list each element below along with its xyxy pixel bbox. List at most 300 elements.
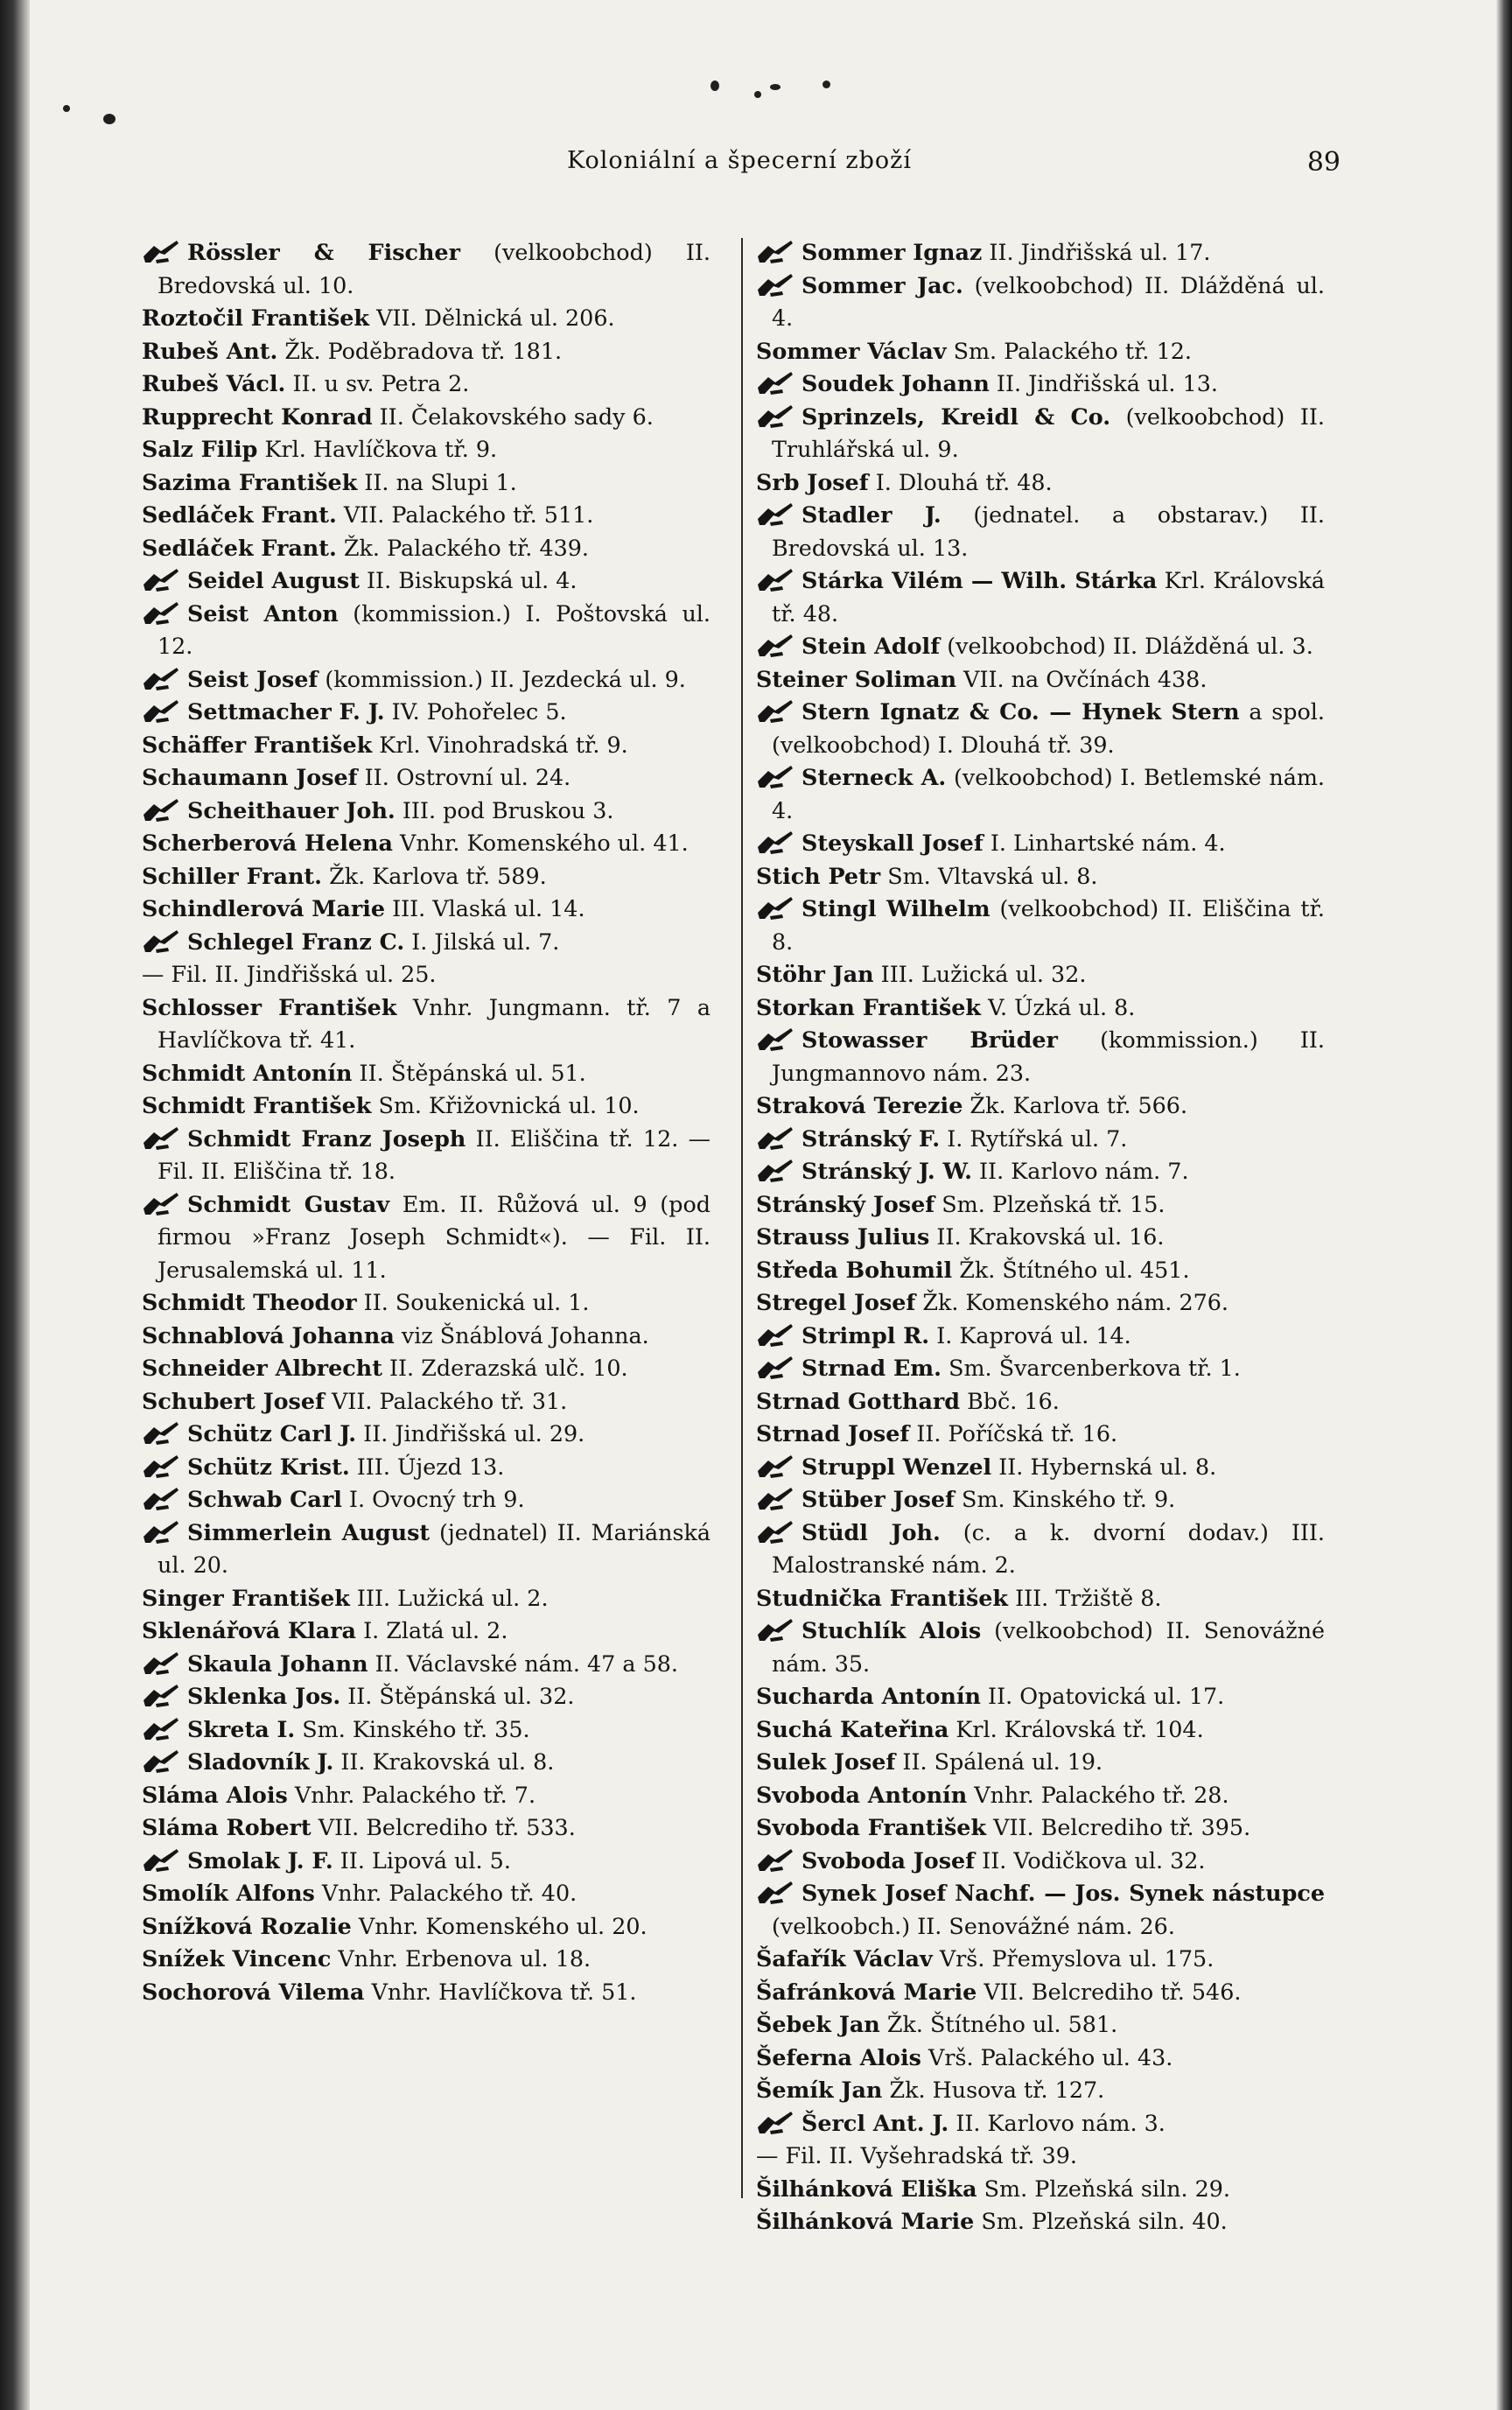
entry-name: Soudek Johann [802, 370, 990, 396]
directory-entry [142, 499, 710, 532]
entry-name: Sterneck A. [802, 764, 947, 790]
entry-name: Středa Bohumil [756, 1256, 953, 1283]
entry-address: Sm. Palackého tř. 12. [946, 337, 1192, 364]
entry-address: IV. Pohořelec 5. [384, 698, 567, 725]
directory-entry [142, 1188, 710, 1287]
entry-name: Šebek Jan [756, 2011, 880, 2037]
directory-entry [756, 2107, 1325, 2140]
entry-name: Schmidt Franz Joseph [187, 1124, 466, 1152]
directory-entry [756, 1582, 1325, 1615]
entry-name: Šilhánková Eliška [756, 2175, 977, 2202]
entry-name: Schäffer František [142, 731, 373, 758]
entry-address: Sm. Plzeňská tř. 15. [934, 1190, 1166, 1217]
entry-name: Schütz Krist. [187, 1453, 350, 1480]
entry-name: Strimpl R. [802, 1321, 930, 1349]
directory-entry [756, 761, 1325, 827]
page-title: Koloniální a špecerní zboží [567, 147, 912, 174]
pointing-hand-icon [756, 1519, 794, 1545]
pointing-hand-icon [756, 633, 794, 659]
entry-name: Sommer Jac. [802, 271, 963, 298]
entry-address: Vrš. Palackého ul. 43. [920, 2043, 1173, 2070]
entry-address: Vnhr. Palackého tř. 7. [287, 1781, 536, 1808]
entry-name: Sladovník J. [187, 1748, 334, 1775]
pointing-hand-icon [756, 2110, 794, 2136]
directory-entry [756, 2008, 1325, 2042]
entry-name: Schiller Frant. [142, 862, 323, 889]
entry-address: Vnhr. Palackého tř. 28. [967, 1781, 1229, 1808]
directory-entry [142, 368, 710, 401]
entry-name: Snížková Rozalie [142, 1912, 352, 1939]
entry-address: Žk. Palackého tř. 439. [336, 534, 589, 561]
pointing-hand-icon [142, 797, 180, 823]
pointing-hand-icon [756, 370, 794, 396]
entry-address: I. Jilská ul. 7. [404, 928, 560, 955]
entry-name: Stowasser Brüder [802, 1026, 1058, 1053]
entry-address: (velkoobchod) II. Eliščina tř. 8. [772, 895, 1325, 955]
entry-name: Sochorová Vilema [142, 1978, 365, 2005]
entry-address: II. Jindřišská ul. 29. [356, 1420, 585, 1447]
directory-entry [756, 401, 1325, 466]
entry-name: Rubeš Václ. [142, 370, 286, 396]
pointing-hand-icon [142, 1683, 180, 1709]
pointing-hand-icon [756, 830, 794, 856]
pointing-hand-icon [142, 666, 180, 692]
pointing-hand-icon [142, 1191, 180, 1217]
entry-address: II. Čelakovského sady 6. [372, 403, 654, 430]
entry-address: VII. Belcrediho tř. 533. [311, 1814, 576, 1840]
entry-name: Suchá Kateřina [756, 1715, 949, 1742]
pointing-hand-icon [142, 600, 180, 627]
directory-entry [756, 1254, 1325, 1287]
directory-entry [756, 1123, 1325, 1156]
directory-entry [756, 860, 1325, 893]
entry-address: II. Karlovo nám. 3. [948, 2109, 1166, 2136]
pointing-hand-icon [142, 1486, 180, 1512]
entry-address: Vnhr. Erbenova ul. 18. [331, 1945, 592, 1972]
entry-address: II. Biskupská ul. 4. [359, 567, 578, 593]
directory-entry [756, 564, 1325, 630]
entry-name: Stüber Josef [802, 1486, 955, 1512]
entry-address: Sm. Plzeňská siln. 40. [974, 2208, 1228, 2234]
directory-entry [756, 236, 1325, 270]
directory-entry [756, 499, 1325, 564]
entry-name: Scherberová Helena [142, 830, 393, 856]
entry-name: Storkan František [756, 993, 982, 1020]
entry-name: Schneider Albrecht [142, 1355, 382, 1381]
entry-address: III. pod Bruskou 3. [395, 796, 614, 823]
entry-address: II. Ostrovní ul. 24. [357, 764, 571, 790]
directory-entry [756, 1451, 1325, 1484]
directory-entry [756, 1680, 1325, 1713]
entry-name: Stuchlík Alois [802, 1617, 982, 1643]
entry-name: Schindlerová Marie [142, 895, 386, 921]
entry-address: Žk. Štítného ul. 581. [879, 2011, 1118, 2037]
entry-name: Šilhánková Marie [756, 2208, 975, 2234]
directory-entry [142, 1517, 710, 1582]
directory-entry [142, 1877, 710, 1910]
directory-entry [756, 1517, 1325, 1582]
entry-address: V. Úzká ul. 8. [981, 993, 1136, 1020]
entry-name: Stern Ignatz & Co. — Hynek Stern [802, 698, 1240, 725]
entry-name: Srb Josef [756, 468, 869, 495]
entry-address: II. Krakovská ul. 16. [929, 1223, 1165, 1250]
pointing-hand-icon [756, 501, 794, 528]
entry-address: Sm. Kinského tř. 9. [954, 1486, 1176, 1512]
column-divider [741, 238, 743, 2198]
entry-address: Sm. Křižovnická ul. 10. [371, 1092, 640, 1118]
entry-name: Schmidt Theodor [142, 1289, 357, 1315]
pointing-hand-icon [756, 1847, 794, 1874]
directory-entry [142, 696, 710, 729]
entry-name: Steiner Soliman [756, 665, 957, 692]
directory-entry [756, 1418, 1325, 1451]
pointing-hand-icon [756, 1454, 794, 1480]
entry-name: Šafránková Marie [756, 1978, 977, 2005]
ink-speck [754, 91, 761, 98]
entry-address: Krl. Havlíčkova tř. 9. [257, 436, 498, 462]
directory-entry [756, 2173, 1325, 2206]
entry-address: Sm. Plzeňská siln. 29. [976, 2175, 1230, 2202]
scan-right-edge [1496, 0, 1512, 2410]
ink-speck [710, 81, 719, 91]
entry-address: Bbč. 16. [960, 1387, 1060, 1414]
entry-address: Žk. Poděbradova tř. 181. [277, 337, 563, 364]
page-number: 89 [1306, 147, 1340, 178]
entry-name: Salz Filip [142, 436, 258, 462]
directory-entry [142, 598, 710, 663]
entry-address: — Fil. II. Vyšehradská tř. 39. [756, 2142, 1077, 2168]
entry-address: II. Štěpánská ul. 32. [340, 1683, 575, 1709]
pointing-hand-icon [142, 1650, 180, 1677]
entry-address: (jednatel. a obstarav.) II. Bredovská ul. 13. [772, 501, 1325, 561]
directory-entry [142, 1057, 710, 1090]
entry-address: VII. Belcrediho tř. 546. [976, 1978, 1242, 2005]
entry-name: Sommer Václav [756, 337, 947, 364]
entry-address: II. Opatovická ul. 17. [980, 1683, 1225, 1709]
right-column [756, 236, 1325, 2238]
entry-name: Stich Petr [756, 862, 881, 889]
scan-left-edge [0, 0, 30, 2410]
directory-entry [756, 1811, 1325, 1845]
entry-address: Sm. Kinského tř. 35. [295, 1715, 530, 1742]
directory-entry [142, 1779, 710, 1812]
directory-entry [756, 1943, 1325, 1976]
entry-name: Schlosser František [142, 993, 397, 1020]
directory-entry [756, 335, 1325, 368]
ink-speck [822, 81, 830, 88]
entry-address: II. Vodičkova ul. 32. [975, 1846, 1206, 1874]
directory-entry [756, 1188, 1325, 1222]
entry-address: (velkoobchod) II. Truhlářská ul. 9. [772, 403, 1325, 462]
directory-entry [756, 958, 1325, 991]
entry-address: III. Újezd 13. [349, 1453, 505, 1480]
directory-entry [142, 795, 710, 828]
entry-address: Žk. Karlova tř. 589. [322, 862, 547, 889]
entry-address: III. Lužická ul. 2. [349, 1584, 549, 1611]
directory-entry [756, 1713, 1325, 1747]
entry-name: Svoboda František [756, 1814, 987, 1840]
entry-address: II. Jindřišská ul. 13. [989, 370, 1218, 396]
entry-address: I. Dlouhá tř. 48. [868, 468, 1053, 495]
entry-name: Stregel Josef [756, 1289, 916, 1315]
directory-entry [142, 1811, 710, 1845]
directory-entry [142, 466, 710, 500]
directory-entry [756, 2074, 1325, 2107]
entry-address: II. Jindřišská ul. 17. [982, 239, 1211, 265]
entry-name: Schmidt František [142, 1092, 372, 1118]
entry-address: Žk. Husova tř. 127. [882, 2077, 1105, 2103]
directory-entry [142, 926, 710, 959]
entry-name: Sulek Josef [756, 1748, 896, 1775]
pointing-hand-icon [142, 1748, 180, 1775]
directory-entry [142, 1123, 710, 1188]
pointing-hand-icon [756, 895, 794, 921]
entry-name: Steyskall Josef [802, 830, 984, 856]
directory-entry [142, 1089, 710, 1123]
entry-address: (kommission.) I. Poštovská ul. 12. [158, 599, 710, 659]
entry-name: Stadler J. [802, 501, 942, 528]
entry-address: II. Václavské nám. 47 a 58. [368, 1650, 678, 1677]
entry-name: Sláma Robert [142, 1814, 312, 1840]
directory-entry [142, 1845, 710, 1878]
pointing-hand-icon [142, 1420, 180, 1447]
entry-name: Strnad Josef [756, 1420, 910, 1447]
directory-entry [142, 564, 710, 598]
entry-address: III. Vlaská ul. 14. [385, 895, 585, 921]
entry-name: Strnad Em. [802, 1355, 942, 1381]
pointing-hand-icon [756, 1026, 794, 1053]
entry-address: Vnhr. Komenského ul. 41. [392, 830, 689, 856]
directory-entry [756, 893, 1325, 958]
entry-name: Rössler & Fischer [187, 239, 460, 265]
entry-name: Straková Terezie [756, 1092, 963, 1118]
ink-speck [63, 105, 70, 112]
entry-name: Šemík Jan [756, 2077, 883, 2103]
ink-speck [770, 84, 780, 90]
directory-entry [142, 729, 710, 762]
directory-entry [756, 1352, 1325, 1385]
entry-name: Skaula Johann [187, 1650, 368, 1677]
pointing-hand-icon [142, 1847, 180, 1874]
pointing-hand-icon [142, 1519, 180, 1545]
directory-entry [756, 1746, 1325, 1779]
entry-address: (c. a k. dvorní dodav.) III. Malostranské nám. 2. [772, 1518, 1325, 1578]
directory-entry [142, 827, 710, 860]
entry-name: Sucharda Antonín [756, 1683, 981, 1709]
entry-address: (velkoobchod) I. Betlemské nám. 4. [772, 764, 1325, 823]
entry-name: Smolak J. F. [187, 1846, 333, 1874]
pointing-hand-icon [142, 928, 180, 955]
directory-entry [756, 1615, 1325, 1680]
directory-entry [142, 532, 710, 565]
directory-entry [756, 1385, 1325, 1419]
directory-entry [756, 270, 1325, 335]
directory-entry [756, 2042, 1325, 2075]
entry-name: Stránský F. [802, 1124, 941, 1152]
entry-address: II. Eliščina tř. 12. — Fil. II. Eliščina tř. 18. [158, 1124, 710, 1184]
directory-entry [142, 1680, 710, 1713]
directory-entry [756, 1483, 1325, 1517]
entry-name: Strauss Julius [756, 1223, 930, 1250]
entry-address: II. Soukenická ul. 1. [356, 1289, 590, 1315]
pointing-hand-icon [756, 698, 794, 725]
pointing-hand-icon [756, 1322, 794, 1349]
entry-name: Sprinzels, Kreidl & Co. [802, 403, 1111, 430]
entry-address: II. Zderazská ulč. 10. [382, 1355, 628, 1381]
entry-name: Šeferna Alois [756, 2043, 921, 2070]
entry-address: I. Kaprová ul. 14. [929, 1321, 1131, 1349]
entry-address: Žk. Komenského nám. 276. [915, 1289, 1228, 1315]
entry-name: Sedláček Frant. [142, 534, 337, 561]
entry-address: I. Linhartské nám. 4. [983, 830, 1226, 856]
entry-address: (velkoobchod) II. Bredovská ul. 10. [158, 239, 711, 298]
entry-name: Schlegel Franz C. [187, 928, 405, 955]
directory-entry [142, 1385, 710, 1419]
directory-entry [142, 1582, 710, 1615]
pointing-hand-icon [756, 403, 794, 430]
directory-entry [756, 2205, 1325, 2238]
pointing-hand-icon [756, 1486, 794, 1512]
entry-address: II. Lipová ul. 5. [332, 1846, 511, 1874]
entry-name: Šercl Ant. J. [802, 2109, 949, 2136]
entry-address: Krl. Královská tř. 48. [772, 567, 1325, 627]
directory-entry [756, 1024, 1325, 1089]
entry-address: Krl. Vinohradská tř. 9. [372, 731, 628, 758]
entry-name: Sommer Ignaz [802, 239, 983, 265]
pointing-hand-icon [756, 1880, 794, 1906]
pointing-hand-icon [756, 567, 794, 593]
entry-name: Stránský J. W. [802, 1158, 972, 1184]
entry-name: Schubert Josef [142, 1387, 325, 1414]
directory-entry [756, 1221, 1325, 1254]
entry-address: Vnhr. Jungmann. tř. 7 a Havlíčkova tř. 41. [158, 993, 710, 1053]
entry-address: II. Poříčská tř. 16. [909, 1420, 1118, 1447]
entry-name: Sedláček Frant. [142, 501, 337, 528]
entry-name: Studnička František [756, 1584, 1009, 1611]
entry-address: (kommission.) II. Jungmannovo nám. 23. [772, 1026, 1326, 1086]
directory-entry [756, 1286, 1325, 1320]
pointing-hand-icon [142, 239, 180, 265]
directory-entry [142, 958, 710, 991]
pointing-hand-icon [756, 239, 794, 265]
entry-name: Sklenářová Klara [142, 1617, 356, 1643]
directory-entry [756, 368, 1325, 401]
directory-entry [142, 236, 710, 302]
entry-name: Sklenka Jos. [187, 1683, 341, 1709]
pointing-hand-icon [142, 1716, 180, 1742]
entry-address: Vnhr. Palackého tř. 40. [314, 1880, 578, 1906]
directory-entry [756, 1155, 1325, 1188]
entry-address: viz Šnáblová Johanna. [394, 1321, 649, 1349]
entry-name: Schaumann Josef [142, 764, 358, 790]
entry-address: VII. Palackého tř. 511. [336, 501, 594, 528]
pointing-hand-icon [756, 764, 794, 790]
entry-name: Rubeš Ant. [142, 337, 278, 364]
directory-entry [142, 302, 710, 335]
entry-address: Vnhr. Komenského ul. 20. [351, 1912, 648, 1939]
directory-entry [142, 335, 710, 368]
entry-address: Žk. Karlova tř. 566. [962, 1092, 1188, 1118]
directory-entry [756, 1845, 1325, 1878]
entry-name: Stein Adolf [802, 633, 941, 659]
entry-address: Sm. Vltavská ul. 8. [880, 862, 1098, 889]
entry-address: a spol. (velkoobchod) I. Dlouhá tř. 39. [772, 698, 1325, 758]
directory-entry [756, 630, 1325, 663]
directory-entry [756, 696, 1325, 761]
directory-entry [142, 401, 710, 434]
entry-address: VII. Palackého tř. 31. [324, 1387, 568, 1414]
entry-name: Struppl Wenzel [802, 1453, 992, 1480]
entry-address: (jednatel) II. Mariánská ul. 20. [158, 1518, 711, 1578]
directory-entry [142, 1418, 710, 1451]
entry-name: Settmacher F. J. [187, 698, 385, 725]
directory-entry [756, 466, 1325, 500]
directory-entry [142, 1943, 710, 1976]
directory-entry [142, 1910, 710, 1944]
entry-name: Schnablová Johanna [142, 1321, 395, 1349]
directory-entry [142, 1615, 710, 1648]
entry-address: I. Rytířská ul. 7. [940, 1124, 1128, 1152]
entry-name: Seist Anton [187, 599, 339, 627]
pointing-hand-icon [756, 1158, 794, 1184]
entry-name: Smolík Alfons [142, 1880, 315, 1906]
pointing-hand-icon [756, 272, 794, 298]
entry-name: Strnad Gotthard [756, 1387, 961, 1414]
directory-entry [756, 1089, 1325, 1123]
entry-address: III. Tržiště 8. [1008, 1584, 1162, 1611]
directory-entry [142, 663, 710, 697]
directory-entry [142, 1483, 710, 1517]
entry-name: Scheithauer Joh. [187, 796, 396, 823]
entry-name: Stárka Vilém — Wilh. Stárka [802, 567, 1158, 593]
directory-entry [142, 1451, 710, 1484]
entry-name: Synek Josef Nachf. — Jos. Synek nástupce [802, 1880, 1325, 1906]
entry-address: VII. na Ovčínách 438. [956, 665, 1208, 692]
entry-address: II. Karlovo nám. 7. [971, 1158, 1189, 1184]
directory-entry [142, 860, 710, 893]
entry-address: VII. Belcrediho tř. 395. [986, 1814, 1251, 1840]
pointing-hand-icon [756, 1355, 794, 1381]
entry-address: II. Štěpánská ul. 51. [352, 1059, 586, 1086]
entry-name: Simmerlein August [187, 1518, 430, 1545]
entry-address: Krl. Královská tř. 104. [948, 1715, 1204, 1742]
pointing-hand-icon [142, 567, 180, 593]
entry-address: (velkoobchod) II. Dlážděná ul. 3. [940, 633, 1313, 659]
entry-address: Vrš. Přemyslova ul. 175. [932, 1945, 1214, 1972]
entry-address: (velkoobchod) II. Senovážné nám. 35. [772, 1617, 1325, 1677]
entry-name: Seidel August [187, 567, 360, 593]
entry-address: (velkoobch.) II. Senovážné nám. 26. [772, 1912, 1175, 1939]
entry-address: III. Lužická ul. 32. [873, 961, 1087, 987]
entry-address: (kommission.) II. Jezdecká ul. 9. [318, 665, 686, 692]
pointing-hand-icon [756, 1617, 794, 1643]
entry-name: Svoboda Josef [802, 1846, 976, 1874]
entry-name: Schmidt Antonín [142, 1059, 353, 1086]
entry-name: Stingl Wilhelm [802, 895, 990, 921]
entry-name: Sazima František [142, 468, 358, 495]
entry-address: II. Spálená ul. 19. [895, 1748, 1103, 1775]
entry-address: I. Ovocný trh 9. [341, 1486, 525, 1512]
pointing-hand-icon [142, 1454, 180, 1480]
directory-entry [142, 433, 710, 466]
directory-entry [756, 1877, 1325, 1943]
directory-entry [756, 663, 1325, 697]
entry-name: Schütz Carl J. [187, 1420, 357, 1447]
entry-name: Sláma Alois [142, 1781, 288, 1808]
directory-entry [142, 893, 710, 926]
entry-address: I. Zlatá ul. 2. [356, 1617, 508, 1643]
entry-name: Šafařík Václav [756, 1945, 933, 1972]
